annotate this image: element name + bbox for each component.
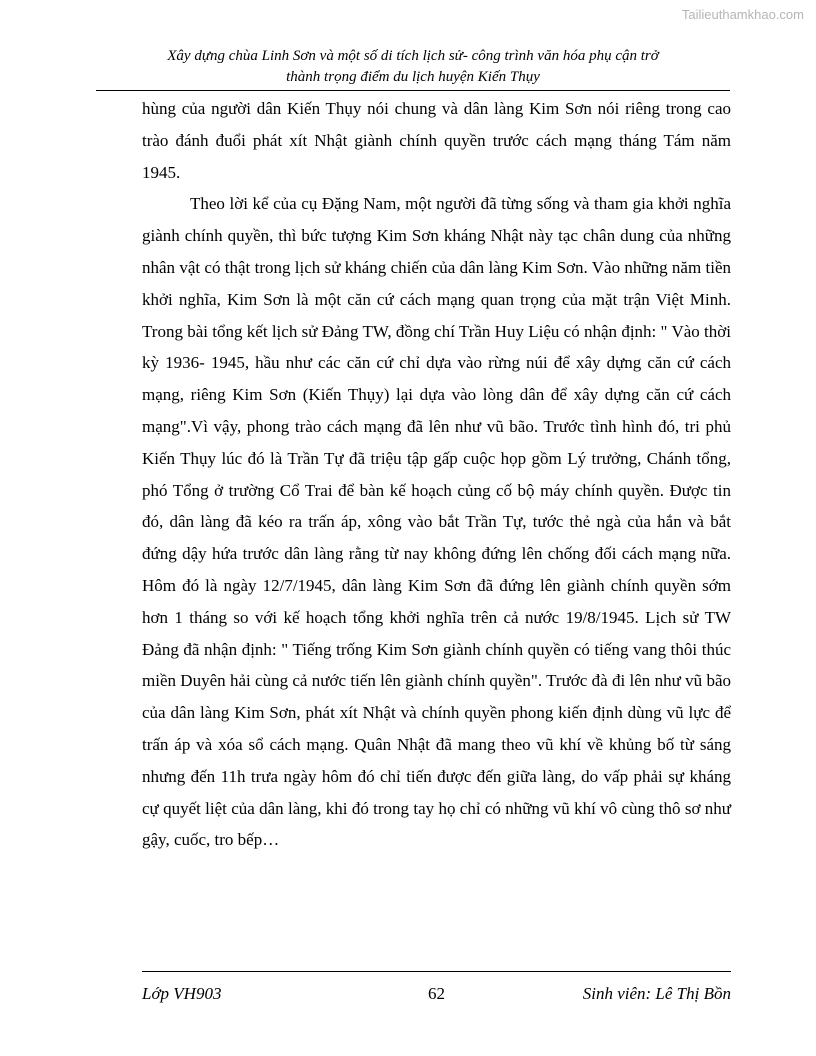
watermark: Tailieuthamkhao.com xyxy=(681,7,804,22)
page-number: 62 xyxy=(428,984,445,1003)
header-title-line2: thành trọng điểm du lịch huyện Kiến Thụy xyxy=(286,69,540,85)
body-paragraph: hùng của người dân Kiến Thụy nói chung và dân làng Kim Sơn nói riêng trong cao trào đánh đuổi phát xít Nhật giành chính quyền trước cách mạng tháng Tám năm 1945. xyxy=(142,99,731,182)
page-header xyxy=(96,46,730,88)
footer-divider xyxy=(142,971,731,972)
document-body xyxy=(142,93,731,856)
footer-student-label: Sinh viên: Lê Thị Bồn xyxy=(582,984,731,1003)
header-divider xyxy=(96,90,730,91)
header-title-line1: Xây dựng chùa Linh Sơn và một số di tích lịch sử- công trình văn hóa phụ cận trở xyxy=(167,48,659,64)
body-paragraph: Theo lời kể của cụ Đặng Nam, một người đã từng sống và tham gia khởi nghĩa giành chính quyền, thì bức tượng Kim Sơn kháng Nhật này tạc chân dung của những nhân vật có thật trong lịch sử kháng chiến của dân làng Kim Sơn. Vào những năm tiền khởi nghĩa, Kim Sơn là một căn cứ cách mạng quan trọng của mặt trận Việt Minh. Trong bài tổng kết lịch sử Đảng TW, đồng chí Trần Huy Liệu có nhận định: " Vào thời kỳ 1936- 1945, hầu như các căn cứ chỉ dựa vào rừng núi để xây dựng căn cứ cách mạng, riêng Kim Sơn (Kiến Thụy) lại dựa vào lòng dân để xây dựng căn cứ cách mạng".Vì vậy, phong trào cách mạng đã lên như vũ bão. Trước tình hình đó, tri phủ Kiến Thụy lúc đó là Trần Tự đã triệu tập gấp cuộc họp gồm Lý trưởng, Chánh tổng, phó Tổng ở trường Cổ Trai để bàn kế hoạch củng cố bộ máy chính quyền. Được tin đó, dân làng đã kéo ra trấn áp, xông vào bắt Trần Tự, tước thẻ ngà của hắn và bắt đứng dậy hứa trước dân làng rằng từ nay không đứng lên chống đối cách mạng nữa. Hôm đó là ngày 12/7/1945, dân làng Kim Sơn đã đứng lên giành chính quyền sớm hơn 1 tháng so với kế hoạch tổng khởi nghĩa trên cả nước 19/8/1945. Lịch sử TW Đảng đã nhận định: " Tiếng trống Kim Sơn giành chính quyền có tiếng vang thôi thúc miền Duyên hải cùng cả nước tiến lên giành chính quyền". Trước đà đi lên như vũ bão của dân làng Kim Sơn, phát xít Nhật và chính quyền phong kiến định dùng vũ lực để trấn áp và xóa sổ cách mạng. Quân Nhật đã mang theo vũ khí về khủng bố từ sáng nhưng đến 11h trưa ngày hôm đó chỉ tiến được đến giữa làng, do vấp phải sự kháng cự quyết liệt của dân làng, khi đó trong tay họ chỉ có những vũ khí vô cùng thô sơ như gậy, cuốc, tro bếp… xyxy=(142,194,731,850)
page-footer xyxy=(142,984,731,1008)
footer-class-label: Lớp VH903 xyxy=(142,984,222,1003)
